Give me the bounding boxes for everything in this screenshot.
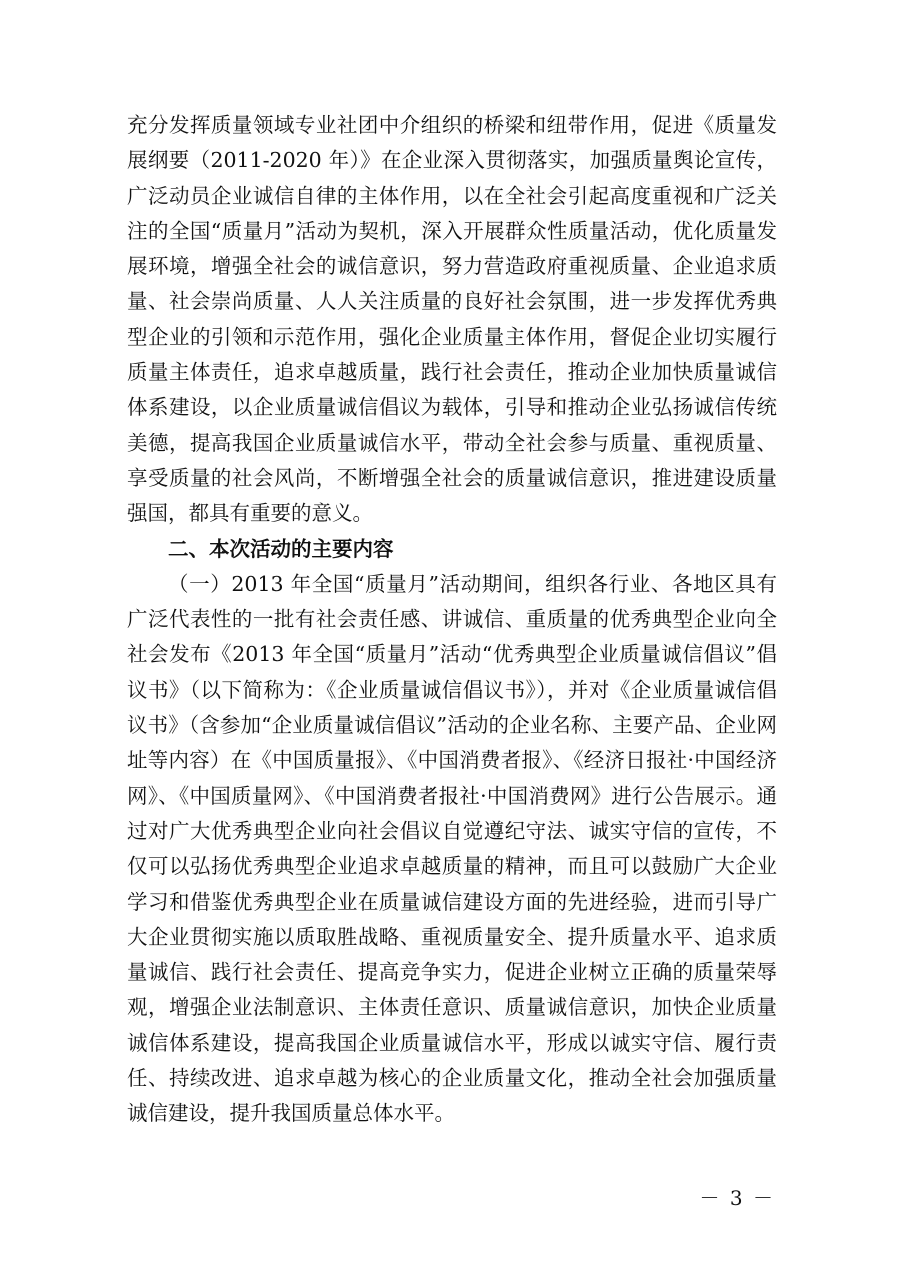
page-number: － 3 － bbox=[699, 1186, 775, 1210]
body-text bbox=[127, 108, 777, 1132]
section-heading: 二、本次活动的主要内容 bbox=[168, 536, 394, 561]
paragraph-continued: 充分发挥质量领域专业社团中介组织的桥梁和纽带作用，促进《质量发展纲要（2011-2020 年）》在企业深入贯彻落实，加强质量舆论宣传，广泛动员企业诚信自律的主体作用，以在全社会引起高度重视和广泛关注的全国“质量月”活动为契机，深入开展群众性质量活动，优化质量发展环境，增强全社会的诚信意识，努力营造政府重视质量、企业追求质量、社会崇尚质量、人人关注质量的良好社会氛围，进一步发挥优秀典型企业的引领和示范作用，强化企业质量主体作用，督促企业切实履行质量主体责任，追求卓越质量，践行社会责任，推动企业加快质量诚信体系建设，以企业质量诚信倡议为载体，引导和推动企业弘扬诚信传统美德，提高我国企业质量诚信水平，带动全社会参与质量、重视质量、享受质量的社会风尚，不断增强全社会的质量诚信意识，推进建设质量强国，都具有重要的意义。 bbox=[127, 113, 777, 526]
paragraph-content-item-1: （一）2013 年全国“质量月”活动期间，组织各行业、各地区具有广泛代表性的一批有社会责任感、讲诚信、重质量的优秀典型企业向全社会发布《2013 年全国“质量月”活动“优秀典型企业质量诚信倡议”倡议书》（以下简称为：《企业质量诚信倡议书》），并对《企业质量诚信倡议书》（含参加“企业质量诚信倡议”活动的企业名称、主要产品、企业网址等内容）在《中国质量报》、《中国消费者报》、《经济日报社·中国经济网》、《中国质量网》、《中国消费者报社·中国消费网》进行公告展示。通过对广大优秀典型企业向社会倡议自觉遵纪守法、诚实守信的宣传，不仅可以弘扬优秀典型企业追求卓越质量的精神，而且可以鼓励广大企业学习和借鉴优秀典型企业在质量诚信建设方面的先进经验，进而引导广大企业贯彻实施以质取胜战略、重视质量安全、提升质量水平、追求质量诚信、践行社会责任、提高竞争实力，促进企业树立正确的质量荣辱观，增强企业法制意识、主体责任意识、质量诚信意识，加快企业质量诚信体系建设，提高我国企业质量诚信水平，形成以诚实守信、履行责任、持续改进、追求卓越为核心的企业质量文化，推动全社会加强质量诚信建设，提升我国质量总体水平。 bbox=[127, 571, 777, 1126]
